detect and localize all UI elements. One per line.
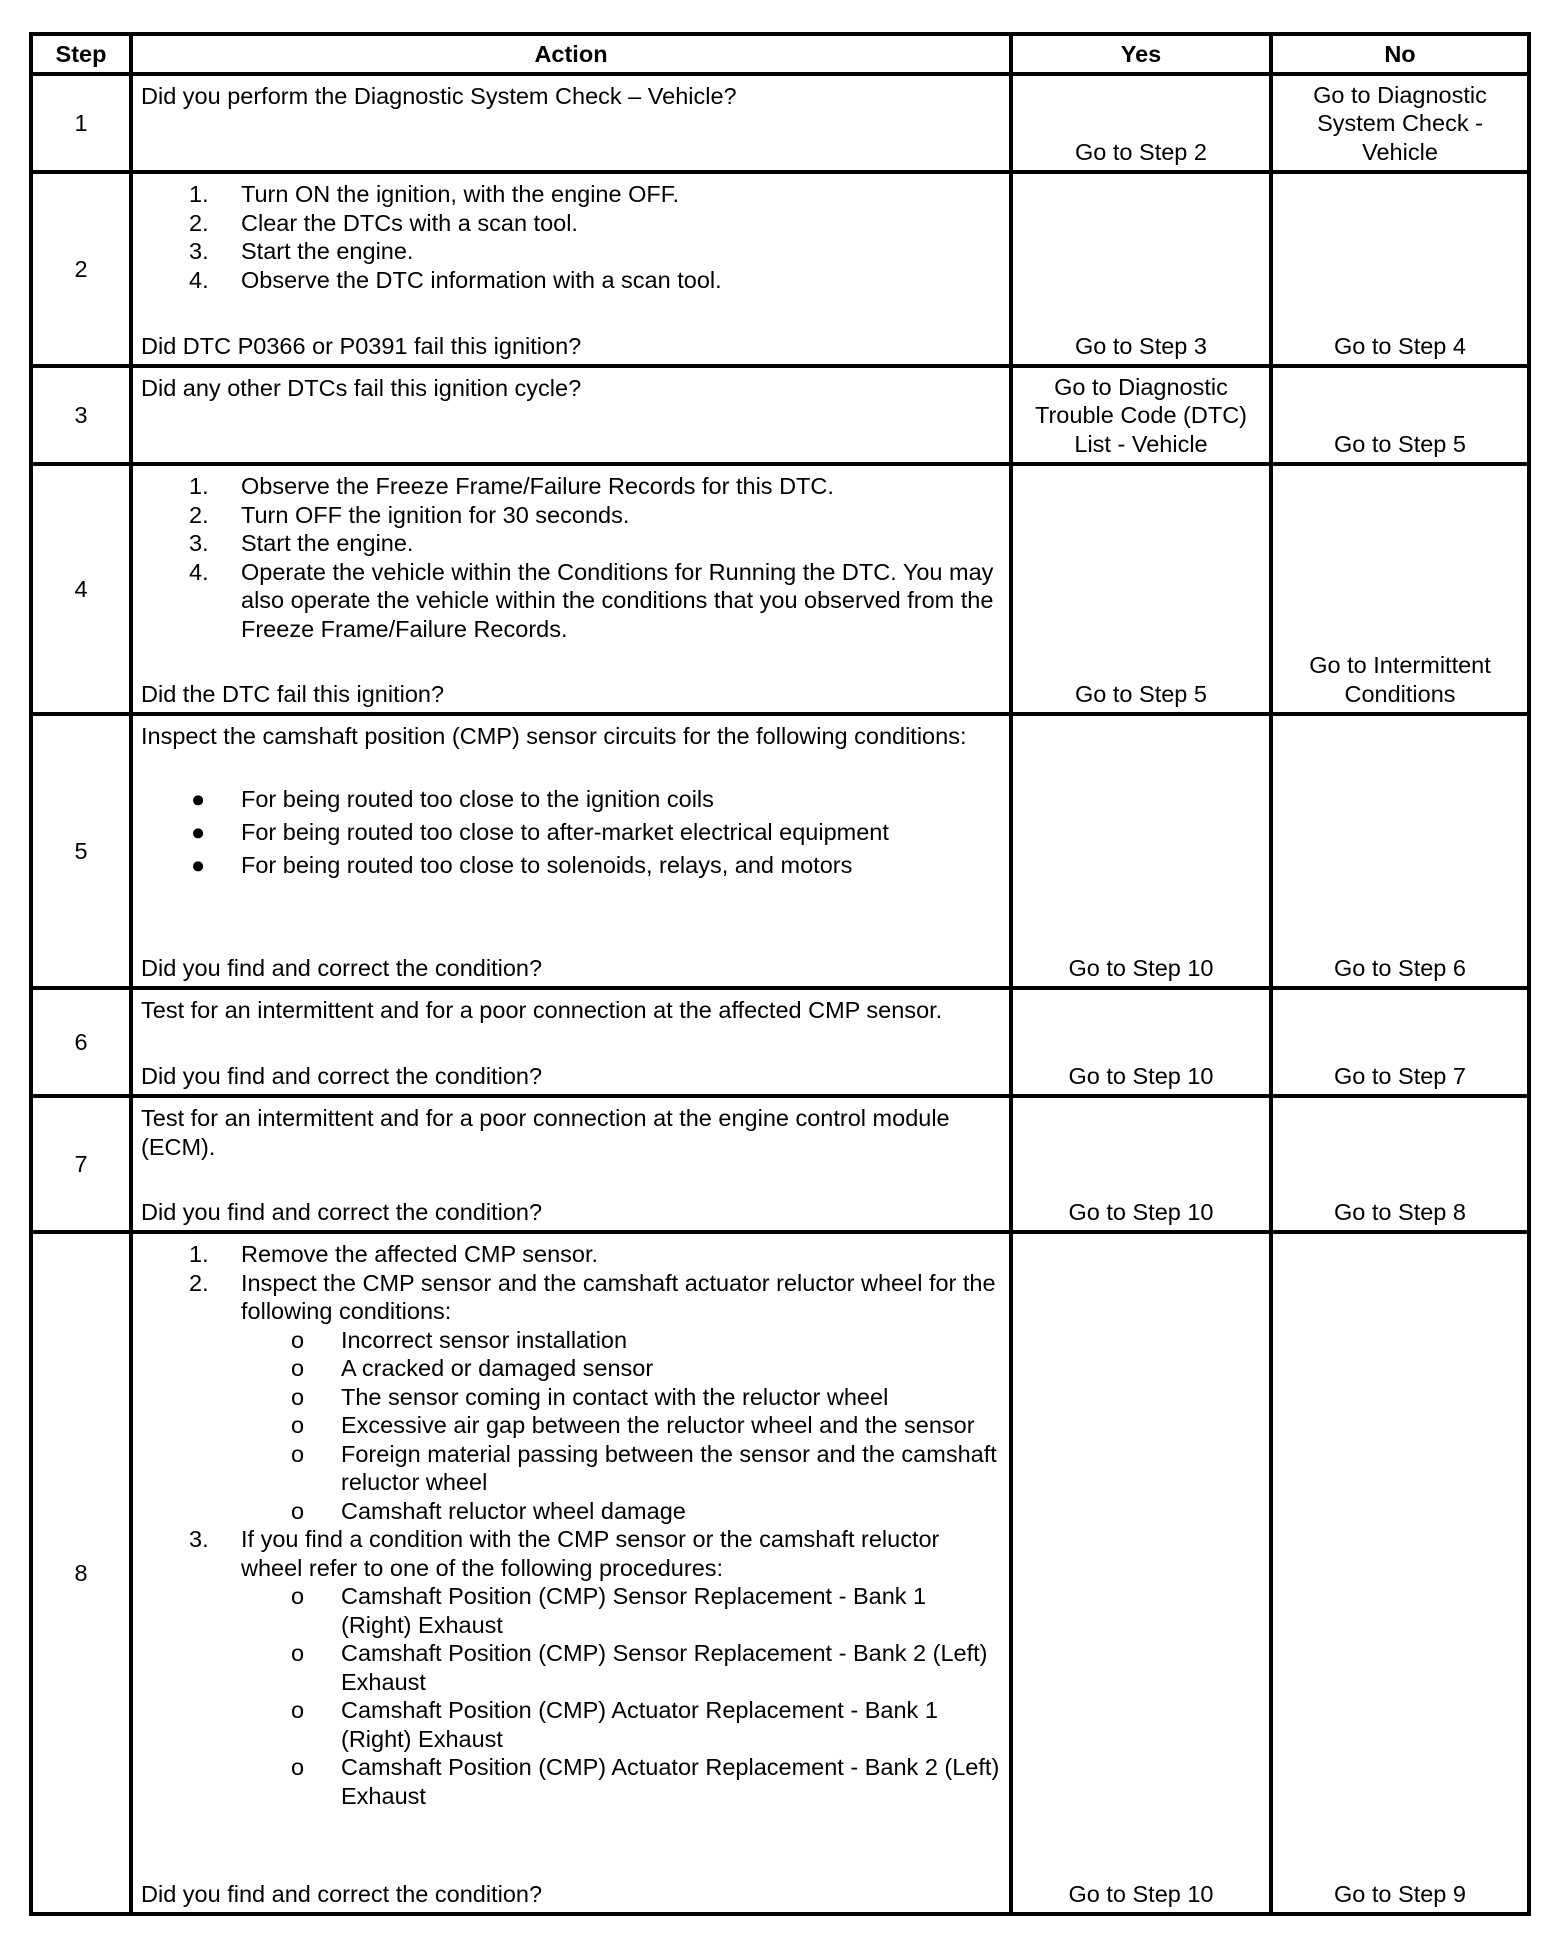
action-intro: Inspect the camshaft position (CMP) sensor circuits for the following conditions: [141,723,967,749]
list-item: 2. Inspect the CMP sensor and the camshaft actuator reluctor wheel for the following conditions: [189,1269,996,1324]
numbered-list [141,1525,1001,1582]
step-number: 8 [31,1232,131,1914]
step-number: 2 [31,172,131,366]
step-number: 3 [31,366,131,464]
action-cell [131,1096,1011,1232]
action-cell [131,366,1011,464]
action-question: Did you find and correct the condition? [141,1880,543,1907]
table-row [31,1096,1529,1232]
sub-list [141,1326,1001,1526]
no-cell: Go to Step 4 [1271,172,1529,366]
action-question: Did DTC P0366 or P0391 fail this ignition? [141,332,582,359]
action-cell [131,464,1011,714]
yes-cell: Go to Step 10 [1011,988,1271,1096]
numbered-list [141,180,1001,294]
list-item: o Camshaft Position (CMP) Actuator Replacement - Bank 2 (Left) Exhaust [291,1754,1000,1809]
list-item: ● For being routed too close to after-market electrical equipment [191,818,889,845]
list-item: 2. Turn OFF the ignition for 30 seconds. [189,501,630,528]
table-row [31,172,1529,366]
action-question: Did you find and correct the condition? [141,1198,543,1225]
list-item: 2. Clear the DTCs with a scan tool. [189,209,578,236]
table-row [31,1232,1529,1914]
no-cell: Go to Intermittent Conditions [1271,464,1529,714]
yes-cell: Go to Diagnostic Trouble Code (DTC) List - Vehicle [1011,366,1271,464]
header-step: Step [31,34,131,74]
no-cell: Go to Step 9 [1271,1232,1529,1914]
action-cell [131,172,1011,366]
yes-cell: Go to Step 3 [1011,172,1271,366]
action-question: Did any other DTCs fail this ignition cycle? [141,375,582,401]
header-action: Action [131,34,1011,74]
table-row [31,464,1529,714]
list-item: o Camshaft Position (CMP) Sensor Replacement - Bank 2 (Left) Exhaust [291,1640,988,1695]
list-item: o The sensor coming in contact with the reluctor wheel [291,1383,889,1410]
action-intro: Test for an intermittent and for a poor connection at the affected CMP sensor. [141,997,943,1023]
no-cell: Go to Step 8 [1271,1096,1529,1232]
list-item: o Camshaft Position (CMP) Sensor Replacement - Bank 1 (Right) Exhaust [291,1583,927,1638]
action-cell [131,1232,1011,1914]
table-row [31,366,1529,464]
yes-cell: Go to Step 5 [1011,464,1271,714]
action-question: Did you perform the Diagnostic System Check – Vehicle? [141,83,737,109]
yes-cell: Go to Step 10 [1011,714,1271,988]
action-question: Did you find and correct the condition? [141,1062,543,1089]
list-item: 1. Observe the Freeze Frame/Failure Records for this DTC. [189,473,834,499]
no-cell: Go to Step 6 [1271,714,1529,988]
no-cell: Go to Step 5 [1271,366,1529,464]
list-item: 4. Observe the DTC information with a scan tool. [189,266,722,293]
action-intro: Test for an intermittent and for a poor connection at the engine control module (ECM). [141,1105,950,1160]
yes-cell: Go to Step 10 [1011,1232,1271,1914]
step-number: 7 [31,1096,131,1232]
list-item: 3. If you find a condition with the CMP sensor or the camshaft reluctor wheel refer to one of the following procedures: [189,1526,940,1581]
numbered-list [141,472,1001,643]
action-cell [131,74,1011,172]
yes-cell: Go to Step 10 [1011,1096,1271,1232]
sub-list [141,1582,1001,1810]
action-cell [131,988,1011,1096]
list-item: ● For being routed too close to the ignition coils [191,785,714,812]
step-number: 5 [31,714,131,988]
list-item: o Excessive air gap between the reluctor wheel and the sensor [291,1412,975,1438]
list-item: 3. Start the engine. [189,238,414,264]
bullet-list [141,785,1001,880]
header-yes: Yes [1011,34,1271,74]
action-cell [131,714,1011,988]
table-row [31,988,1529,1096]
list-item: o Incorrect sensor installation [291,1326,628,1353]
list-item: 1. Turn ON the ignition, with the engine OFF. [189,181,680,207]
header-row [31,34,1529,74]
list-item: 4. Operate the vehicle within the Conditions for Running the DTC. You may also operate the vehicle within the conditions that you observed from the Freeze Frame/Failure Records. [189,558,994,642]
list-item: 1. Remove the affected CMP sensor. [189,1241,599,1267]
table-row [31,74,1529,172]
numbered-list [141,1240,1001,1326]
header-no: No [1271,34,1529,74]
table-row [31,714,1529,988]
list-item: o Foreign material passing between the sensor and the camshaft reluctor wheel [291,1440,997,1495]
no-cell: Go to Step 7 [1271,988,1529,1096]
diagnostic-table [29,32,1531,1916]
list-item: ● For being routed too close to solenoids, relays, and motors [191,851,853,878]
list-item: o Camshaft reluctor wheel damage [291,1497,686,1524]
yes-cell: Go to Step 2 [1011,74,1271,172]
list-item: 3. Start the engine. [189,530,414,556]
step-number: 1 [31,74,131,172]
action-question: Did you find and correct the condition? [141,954,543,981]
list-item: o Camshaft Position (CMP) Actuator Replacement - Bank 1 (Right) Exhaust [291,1697,938,1752]
no-cell: Go to Diagnostic System Check - Vehicle [1271,74,1529,172]
action-question: Did the DTC fail this ignition? [141,680,445,707]
list-item: o A cracked or damaged sensor [291,1355,654,1381]
step-number: 4 [31,464,131,714]
step-number: 6 [31,988,131,1096]
